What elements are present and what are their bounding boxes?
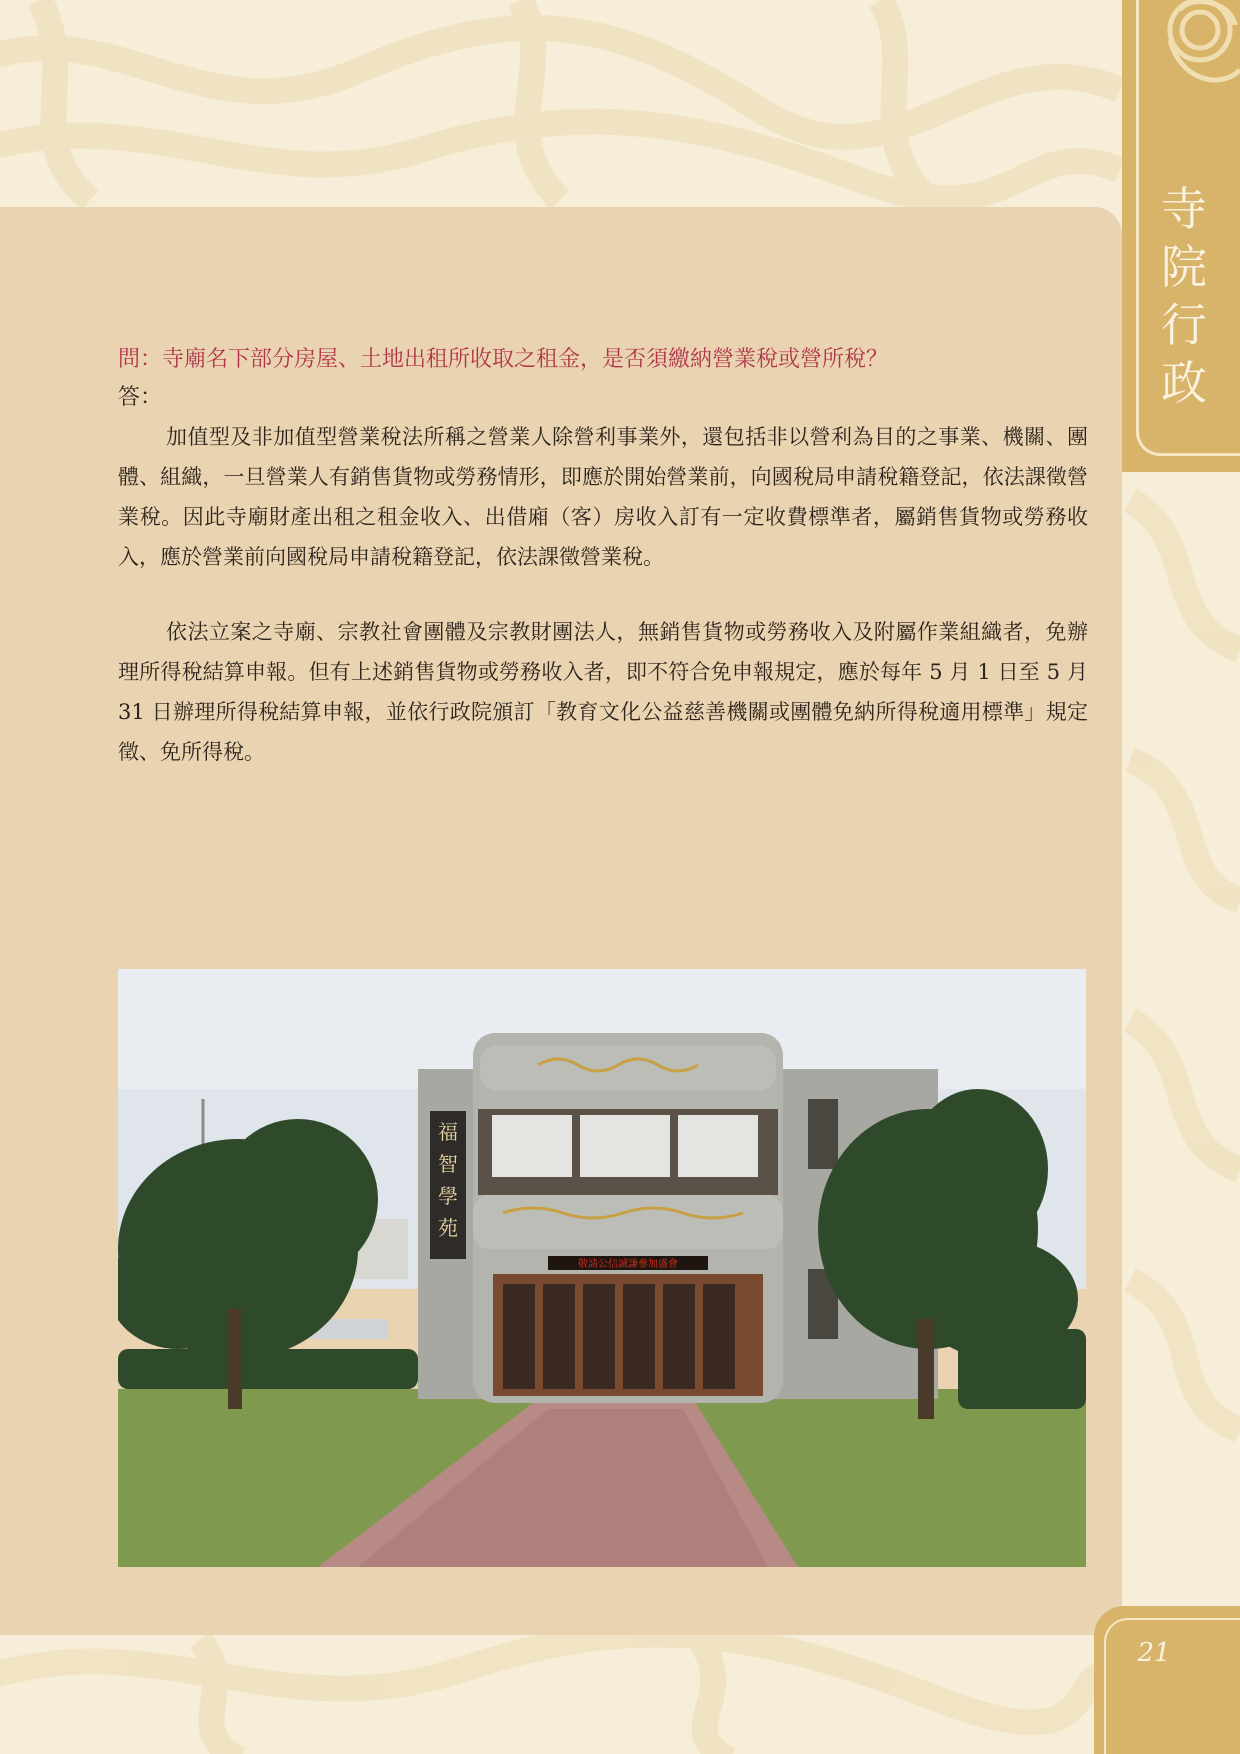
ornament-icon bbox=[1120, 0, 1240, 120]
answer-label: 答： bbox=[118, 385, 163, 410]
plaque-char: 智 bbox=[438, 1152, 458, 1176]
temple-building-photo bbox=[118, 969, 1086, 1567]
chapter-title bbox=[1150, 180, 1220, 412]
chapter-title-char: 院 bbox=[1161, 240, 1209, 294]
plaque-char: 福 bbox=[438, 1120, 458, 1144]
chapter-title-char: 寺 bbox=[1161, 182, 1209, 236]
page-number: 21 bbox=[1137, 1638, 1171, 1668]
answer-paragraph: 依法立案之寺廟、宗教社會團體及宗教財團法人，無銷售貨物或勞務收入及附屬作業組織者，免辦理所得稅結算申報。但有上述銷售貨物或勞務收入者，即不符合免申報規定，應於每年 5 月 1 日至 5 月 31 日辦理所得稅結算申報，並依行政院頒訂「教育文化公益慈善機關或團體免納所得稅適用標準」規定徵、免所得稅。 bbox=[118, 620, 1088, 764]
plaque-char: 學 bbox=[438, 1184, 458, 1208]
plaque-char: 苑 bbox=[438, 1216, 458, 1240]
chapter-title-char: 政 bbox=[1161, 356, 1209, 410]
question-heading: 問：寺廟名下部分房屋、土地出租所收取之租金，是否須繳納營業稅或營所稅？ bbox=[118, 347, 889, 372]
chapter-title-char: 行 bbox=[1161, 298, 1209, 352]
answer-paragraph: 加值型及非加值型營業稅法所稱之營業人除營利事業外，還包括非以營利為目的之事業、機關、團體、組織，一旦營業人有銷售貨物或勞務情形，即應於開始營業前，向國稅局申請稅籍登記，依法課徵營業稅。因此寺廟財產出租之租金收入、出借廂（客）房收入訂有一定收費標準者，屬銷售貨物或勞務收入，應於營業前向國稅局申請稅籍登記，依法課徵營業稅。 bbox=[118, 425, 1088, 569]
led-sign: 敬請公信誠謙參加盛會 bbox=[578, 1259, 678, 1270]
